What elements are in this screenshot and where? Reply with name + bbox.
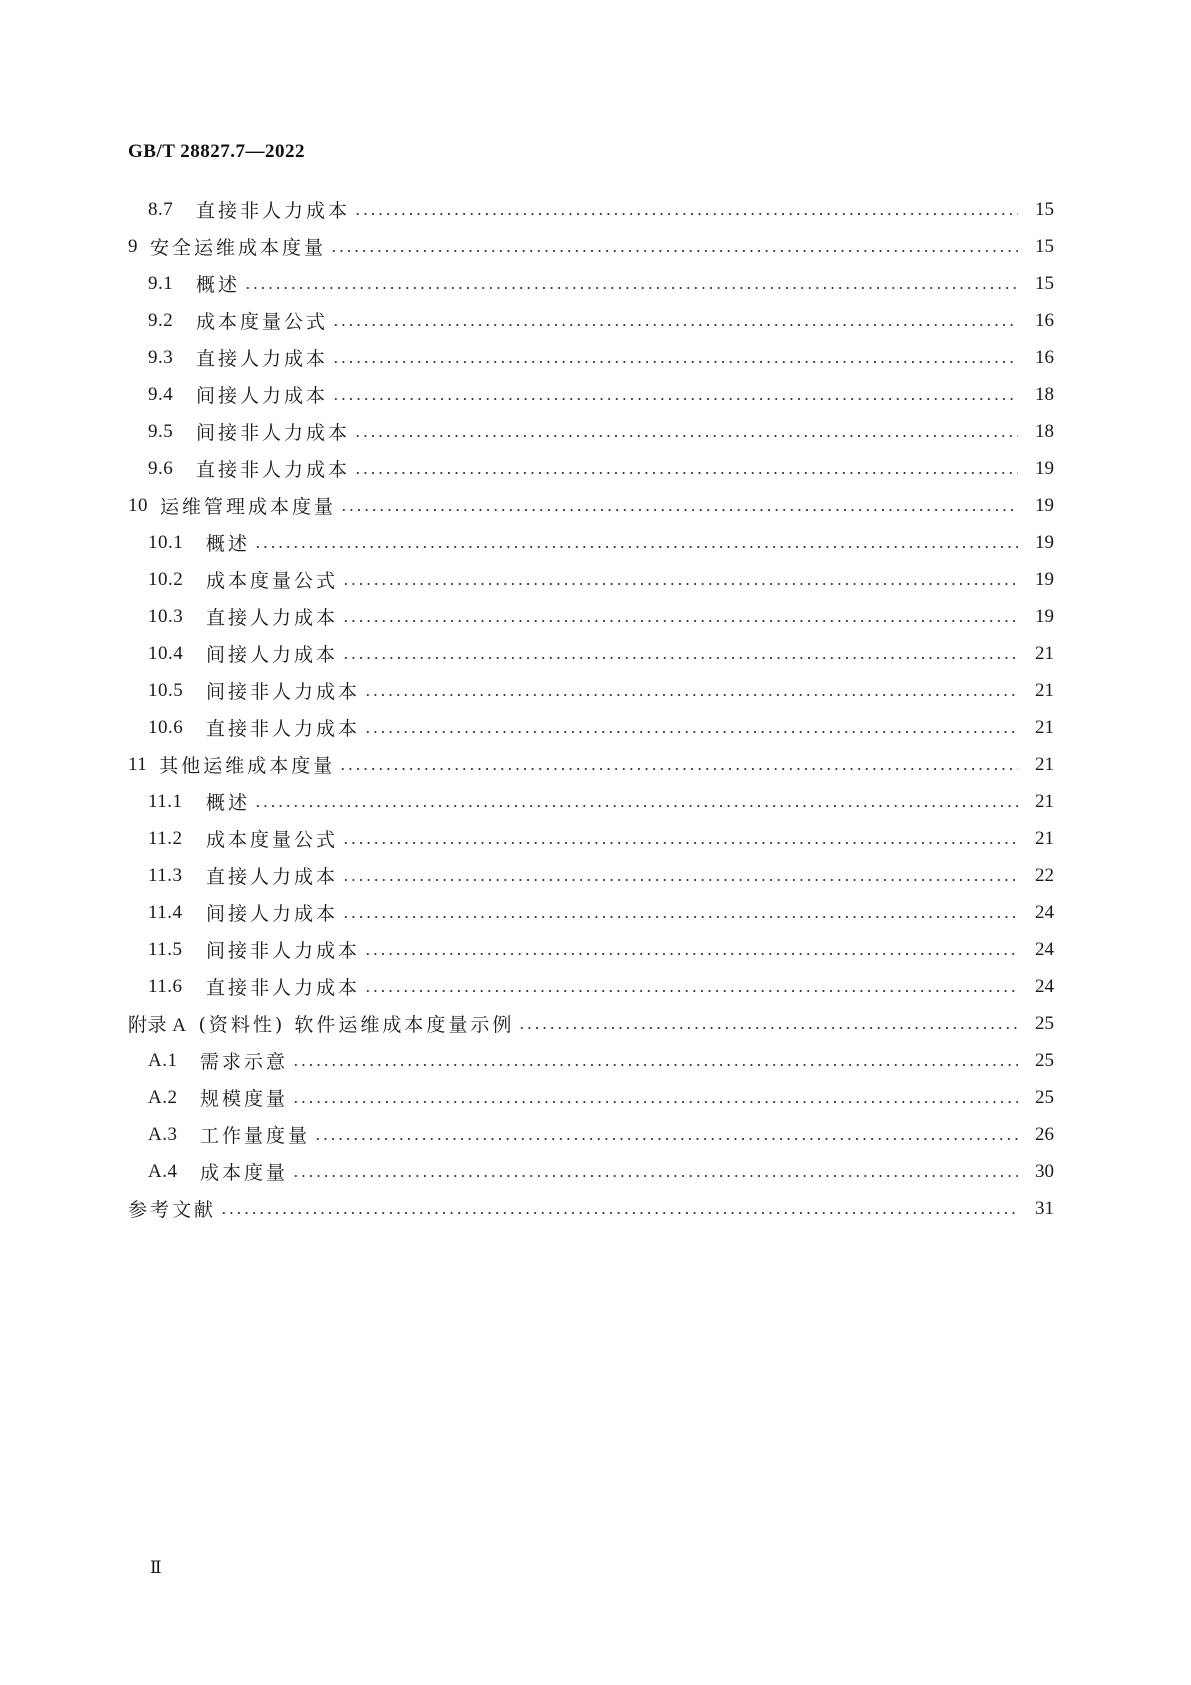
toc-entry-page: 19: [1035, 605, 1054, 627]
toc-dot-leader: [244, 274, 1018, 293]
toc-entry-title: 间接非人力成本: [206, 940, 361, 962]
toc-dot-leader: [292, 1051, 1018, 1070]
toc-entry[interactable]: [128, 820, 1054, 857]
toc-dot-leader: [292, 1162, 1018, 1181]
toc-entry-title: 直接非人力成本: [206, 977, 361, 999]
toc-entry[interactable]: [128, 672, 1054, 709]
toc-dot-leader: [254, 792, 1018, 811]
toc-entry[interactable]: [128, 487, 1054, 524]
toc-entry-page: 25: [1035, 1012, 1054, 1034]
toc-entry[interactable]: [128, 894, 1054, 931]
toc-dot-leader: [314, 1125, 1018, 1144]
toc-entry[interactable]: [128, 598, 1054, 635]
page-number: Ⅱ: [150, 1558, 162, 1577]
toc-entry[interactable]: [128, 302, 1054, 339]
toc-entry-page: 26: [1035, 1123, 1054, 1145]
toc-entry[interactable]: [128, 635, 1054, 672]
toc-entry-page: 30: [1035, 1160, 1054, 1182]
toc-entry-number: 10.5: [148, 679, 184, 701]
toc-entry-page: 21: [1035, 642, 1054, 664]
toc-entry-number: 9: [128, 235, 138, 257]
toc-entry-number: 10.2: [148, 568, 184, 590]
toc-entry-number: 9.6: [148, 457, 174, 479]
toc-entry-number: 11.6: [148, 975, 183, 997]
toc-entry-number: A.4: [148, 1160, 178, 1182]
toc-entry-title: 间接非人力成本: [196, 422, 351, 444]
toc-entry-title: 参考文献: [128, 1199, 217, 1221]
toc-entry-number: 10.3: [148, 605, 184, 627]
toc-entry-number: 10.4: [148, 642, 184, 664]
toc-entry[interactable]: [128, 968, 1054, 1005]
toc-entry-page: 21: [1035, 716, 1054, 738]
toc-entry-number: 11.1: [148, 790, 183, 812]
toc-entry[interactable]: [128, 376, 1054, 413]
toc-entry-number: 11.5: [148, 938, 183, 960]
toc-entry[interactable]: [128, 857, 1054, 894]
toc-entry-page: 19: [1035, 457, 1054, 479]
toc-entry-page: 15: [1035, 235, 1054, 257]
toc-entry-page: 21: [1035, 679, 1054, 701]
toc-entry[interactable]: [128, 1190, 1054, 1227]
toc-entry-title: 运维管理成本度量: [160, 496, 337, 518]
toc-entry[interactable]: [128, 709, 1054, 746]
toc-entry-title: 概述: [196, 274, 241, 296]
toc-entry-title: 直接人力成本: [196, 348, 329, 370]
toc-entry-title: 需求示意: [200, 1051, 289, 1073]
toc-entry-page: 15: [1035, 272, 1054, 294]
toc-entry-number: 9.4: [148, 383, 174, 405]
toc-entry-page: 25: [1035, 1049, 1054, 1071]
toc-entry[interactable]: [128, 1079, 1054, 1116]
toc-entry-page: 18: [1035, 383, 1054, 405]
toc-dot-leader: [220, 1199, 1018, 1218]
toc-entry-title: 其他运维成本度量: [159, 755, 336, 777]
toc-dot-leader: [340, 496, 1018, 515]
toc-entry-number: A.3: [148, 1123, 178, 1145]
toc-entry-number: A.1: [148, 1049, 178, 1071]
toc-entry-number: 11.4: [148, 901, 183, 923]
toc-entry[interactable]: [128, 1153, 1054, 1190]
toc-dot-leader: [330, 237, 1018, 256]
toc-entry[interactable]: [128, 783, 1054, 820]
toc-entry-title: (资料性) 软件运维成本度量示例: [198, 1014, 515, 1036]
toc-entry-title: 间接人力成本: [196, 385, 329, 407]
toc-dot-leader: [364, 681, 1018, 700]
toc-entry-page: 16: [1035, 346, 1054, 368]
toc-entry-page: 19: [1035, 494, 1054, 516]
toc-dot-leader: [518, 1014, 1018, 1033]
toc-entry-page: 25: [1035, 1086, 1054, 1108]
toc-entry-title: 间接非人力成本: [206, 681, 361, 703]
toc-entry-page: 24: [1035, 901, 1054, 923]
toc-entry-title: 成本度量公式: [206, 570, 339, 592]
toc-entry-title: 工作量度量: [200, 1125, 311, 1147]
toc-entry-title: 安全运维成本度量: [150, 237, 327, 259]
toc-entry-page: 18: [1035, 420, 1054, 442]
toc-entry-title: 规模度量: [200, 1088, 289, 1110]
toc-dot-leader: [339, 755, 1018, 774]
toc-entry-page: 21: [1035, 753, 1054, 775]
toc-entry-number: 9.5: [148, 420, 174, 442]
toc-entry-title: 直接人力成本: [206, 866, 339, 888]
toc-entry-page: 24: [1035, 938, 1054, 960]
toc-entry[interactable]: [128, 1042, 1054, 1079]
toc-entry-number: 附录 A: [128, 1015, 187, 1036]
toc-entry[interactable]: [128, 1116, 1054, 1153]
toc-entry-page: 16: [1035, 309, 1054, 331]
toc-entry-number: 11.3: [148, 864, 183, 886]
toc-entry[interactable]: [128, 561, 1054, 598]
toc-dot-leader: [354, 200, 1018, 219]
toc-entry-page: 15: [1035, 198, 1054, 220]
toc-entry-title: 概述: [206, 792, 251, 814]
toc-dot-leader: [364, 718, 1018, 737]
toc-entry-number: 11.2: [148, 827, 183, 849]
toc-entry-page: 19: [1035, 531, 1054, 553]
toc-entry[interactable]: [128, 265, 1054, 302]
toc-dot-leader: [342, 644, 1018, 663]
toc-entry-title: 直接非人力成本: [206, 718, 361, 740]
toc-entry-title: 间接人力成本: [206, 644, 339, 666]
toc-dot-leader: [354, 459, 1018, 478]
toc-entry-number: 10.1: [148, 531, 184, 553]
toc-dot-leader: [342, 570, 1018, 589]
toc-entry-page: 21: [1035, 827, 1054, 849]
toc-entry[interactable]: [128, 339, 1054, 376]
toc-entry[interactable]: [128, 191, 1054, 228]
toc-entry-page: 22: [1035, 864, 1054, 886]
toc-entry-title: 直接非人力成本: [196, 459, 351, 481]
toc-dot-leader: [342, 866, 1018, 885]
toc-entry-number: 8.7: [148, 198, 174, 220]
toc-entry[interactable]: [128, 931, 1054, 968]
toc-entry[interactable]: [128, 228, 1054, 265]
toc-entry-number: 9.3: [148, 346, 174, 368]
toc-entry-title: 间接人力成本: [206, 903, 339, 925]
toc-entry-page: 31: [1035, 1197, 1054, 1219]
toc-entry[interactable]: [128, 524, 1054, 561]
document-code: GB/T 28827.7—2022: [128, 141, 306, 162]
toc-dot-leader: [332, 348, 1018, 367]
toc-entry[interactable]: [128, 413, 1054, 450]
toc-entry-number: 10: [128, 494, 148, 516]
toc-entry-page: 21: [1035, 790, 1054, 812]
toc-entry[interactable]: [128, 1005, 1054, 1042]
toc-entry[interactable]: [128, 450, 1054, 487]
toc-entry-number: A.2: [148, 1086, 178, 1108]
toc-dot-leader: [342, 607, 1018, 626]
toc-dot-leader: [292, 1088, 1018, 1107]
toc-entry-page: 24: [1035, 975, 1054, 997]
toc-dot-leader: [342, 903, 1018, 922]
toc-dot-leader: [354, 422, 1018, 441]
toc-dot-leader: [364, 977, 1018, 996]
toc-dot-leader: [332, 385, 1018, 404]
toc-entry-number: 9.2: [148, 309, 174, 331]
toc-entry-title: 直接人力成本: [206, 607, 339, 629]
toc-entry[interactable]: [128, 746, 1054, 783]
toc-entry-title: 概述: [206, 533, 251, 555]
toc-entry-title: 直接非人力成本: [196, 200, 351, 222]
toc-entry-title: 成本度量公式: [206, 829, 339, 851]
toc-dot-leader: [332, 311, 1018, 330]
toc-entry-number: 11: [128, 753, 148, 775]
toc-entry-title: 成本度量公式: [196, 311, 329, 333]
toc-dot-leader: [342, 829, 1018, 848]
toc-dot-leader: [254, 533, 1018, 552]
toc-dot-leader: [364, 940, 1018, 959]
toc-entry-title: 成本度量: [200, 1162, 289, 1184]
toc-entry-page: 19: [1035, 568, 1054, 590]
toc-entry-number: 10.6: [148, 716, 184, 738]
toc-entry-number: 9.1: [148, 272, 174, 294]
table-of-contents: [128, 191, 1054, 1227]
